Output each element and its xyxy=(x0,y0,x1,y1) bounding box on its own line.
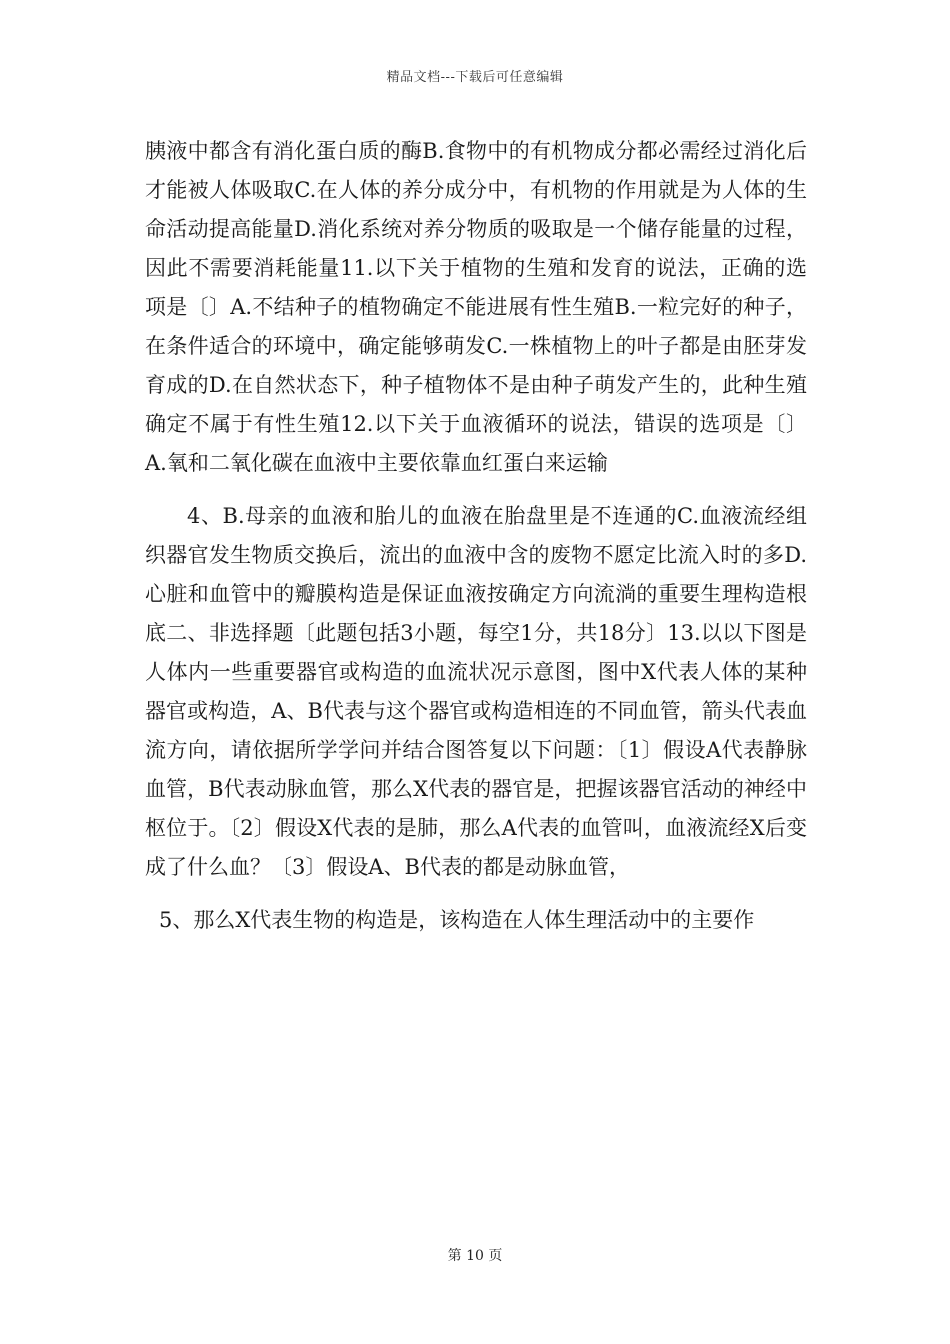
document-body xyxy=(145,132,807,940)
paragraph-2: 4、B.母亲的血液和胎儿的血液在胎盘里是不连通的C.血液流经组织器官发生物质交换后，流出的血液中含的废物不愿定比流入时的多D.心脏和血管中的瓣膜构造是保证血液按确定方向流淌的重要生理构造根底二、非选择题〔此题包括3小题，每空1分，共18分〕13.以以下图是人体内一些重要器官或构造的血流状况示意图，图中X代表人体的某种器官或构造，A、B代表与这个器官或构造相连的不同血管，箭头代表血流方向，请依据所学学问并结合图答复以下问题：〔1〕假设A代表静脉血管，B代表动脉血管，那么X代表的器官是，把握该器官活动的神经中枢位于。〔2〕假设X代表的是肺，那么A代表的血管叫，血液流经X后变成了什么血？〔3〕假设A、B代表的都是动脉血管， xyxy=(145,504,807,879)
paragraph-1: 胰液中都含有消化蛋白质的酶B.食物中的有机物成分都必需经过消化后才能被人体吸取C.在人体的养分成分中，有机物的作用就是为人体的生命活动提高能量D.消化系统对养分物质的吸取是一个储存能量的过程，因此不需要消耗能量11.以下关于植物的生殖和发育的说法，正确的选项是〔〕A.不结种子的植物确定不能进展有性生殖B.一粒完好的种子，在条件适合的环境中，确定能够萌发C.一株植物上的叶子都是由胚芽发育成的D.在自然状态下，种子植物体不是由种子萌发产生的，此种生殖确定不属于有性生殖12.以下关于血液循环的说法，错误的选项是〔〕A.氧和二氧化碳在血液中主要依靠血红蛋白来运输 xyxy=(145,139,807,475)
paragraph-3: 5、那么X代表生物的构造是，该构造在人体生理活动中的主要作 xyxy=(159,908,755,932)
page-header: 精品文档---下载后可任意编辑 xyxy=(386,70,564,85)
page-number: 第 10 页 xyxy=(447,1248,503,1264)
